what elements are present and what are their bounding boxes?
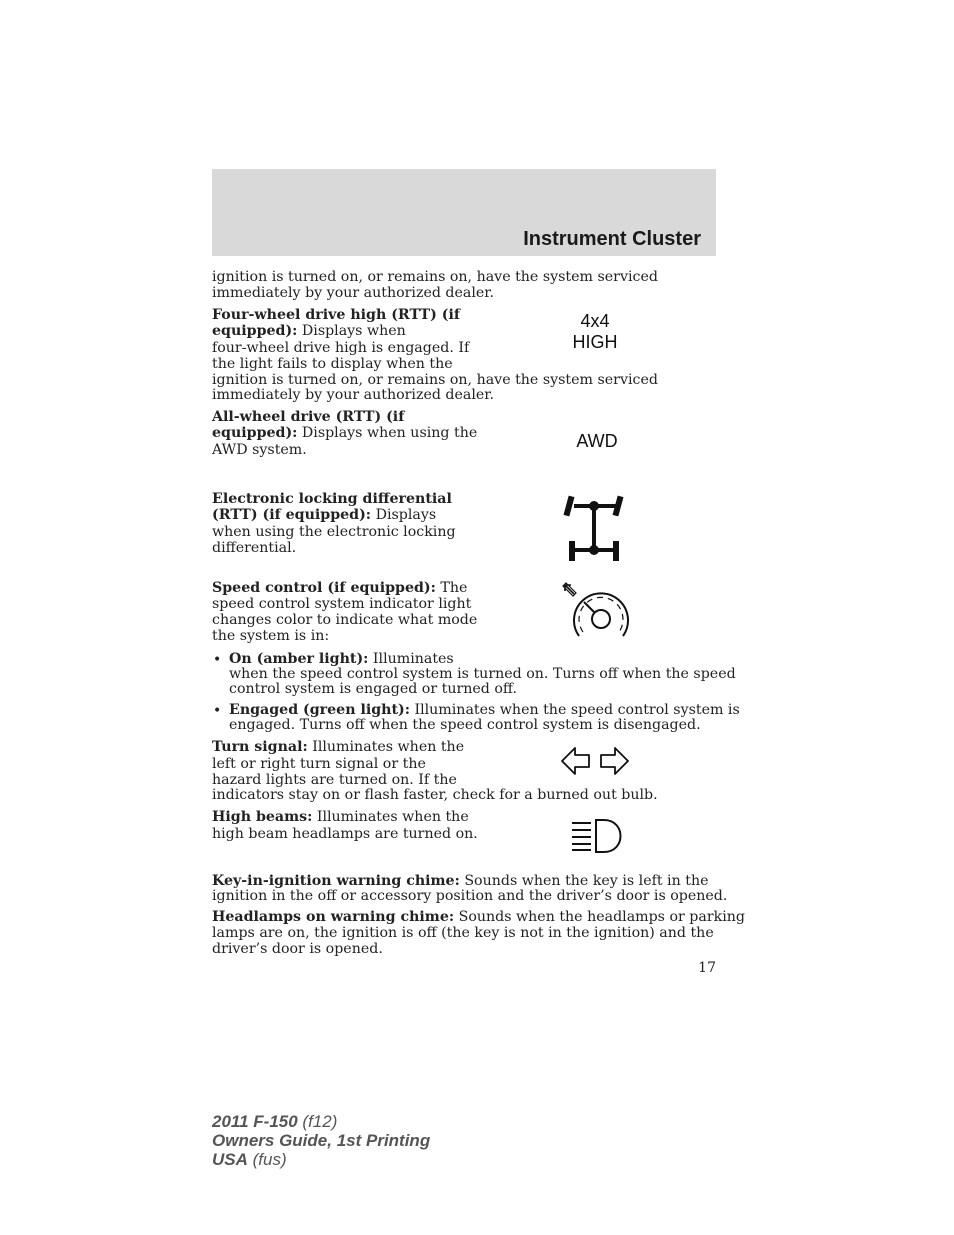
term-label: Turn signal: [212,739,308,755]
text-line: when the speed control system is turned on. Turns off when the speed [229,666,736,682]
text-span: Illuminates when the speed control system is [409,702,740,718]
text-line [212,739,464,755]
text-span: Displays when [297,323,406,339]
text-line: immediately by your authorized dealer. [212,285,495,301]
high-beam-icon [568,818,624,854]
icon-text-line: HIGH [572,332,618,352]
text-line: immediately by your authorized dealer. [212,387,495,403]
footer-market-code: (fus) [247,1150,287,1169]
text-line: when using the electronic locking [212,524,456,540]
4x4-high-icon [560,311,630,353]
text-line: changes color to indicate what mode [212,612,478,628]
footer-edition: Owners Guide, 1st Printing [212,1131,431,1150]
term-label: Key-in-ignition warning chime: [212,873,460,889]
text-span: Sounds when the key is left in the [459,873,709,889]
left-arrow-icon [562,748,589,774]
term-label: Speed control (if equipped): [212,580,436,596]
text-line [229,702,740,718]
text-span: Illuminates [368,651,454,667]
text-line: left or right turn signal or the [212,756,426,772]
footer-model: 2011 F-150 [212,1112,298,1131]
text-line [212,873,708,889]
text-line: differential. [212,540,297,556]
term-label: (RTT) (if equipped): [212,507,372,523]
text-line: AWD system. [212,442,307,458]
document-footer [212,1112,430,1169]
text-line: driver’s door is opened. [212,941,383,957]
text-line [212,323,406,339]
text-line: ignition is turned on, or remains on, have the system serviced [212,372,658,388]
footer-market: USA [212,1150,248,1169]
text-line: speed control system indicator light [212,596,472,612]
term-label: equipped): [212,323,298,339]
text-span: The [435,580,468,596]
text-line: lamps are on, the ignition is off (the key is not in the ignition) and the [212,925,714,941]
text-line: the light fails to display when the [212,356,453,372]
text-line: indicators stay on or flash faster, check for a burned out bulb. [212,787,658,803]
speed-control-icon [560,580,635,646]
text-line: four-wheel drive high is engaged. If [212,340,470,356]
text-line: engaged. Turns off when the speed control system is disengaged. [229,717,701,733]
text-line [212,909,745,925]
term-label: Engaged (green light): [229,702,410,718]
awd-icon: AWD [576,431,618,451]
footer-line [212,1131,430,1150]
term-label: Electronic locking differential [212,491,452,507]
text-line: ignition in the off or accessory position and the driver’s door is opened. [212,888,728,904]
text-line: hazard lights are turned on. If the [212,772,457,788]
right-arrow-icon [601,748,628,774]
text-line [212,425,477,441]
text-span: Displays [371,507,437,523]
text-line: ignition is turned on, or remains on, have the system serviced [212,269,658,285]
text-line [229,651,454,667]
footer-line [212,1112,430,1131]
turn-signal-arrows-icon [560,745,630,777]
text-span: Sounds when the headlamps or parking [454,909,745,925]
text-span: Illuminates when the [312,809,469,825]
text-line [212,580,467,596]
text-line [212,507,436,523]
term-label: equipped): [212,425,298,441]
page-number: 17 [698,960,716,976]
term-label: All-wheel drive (RTT) (if [212,409,405,425]
section-title: Instrument Cluster [523,228,701,250]
text-span: Illuminates when the [307,739,465,755]
term-label: High beams: [212,809,313,825]
text-line: high beam headlamps are turned on. [212,826,478,842]
bullet-glyph: • [213,703,222,719]
text-line: the system is in: [212,628,330,644]
footer-line [212,1150,430,1169]
text-line: control system is engaged or turned off. [229,681,518,697]
locking-differential-icon [560,492,630,564]
text-line [212,809,469,825]
term-label: Four-wheel drive high (RTT) (if [212,307,460,323]
section-header [212,169,716,256]
term-label: On (amber light): [229,651,369,667]
text-span: Displays when using the [297,425,478,441]
term-label: Headlamps on warning chime: [212,909,455,925]
bullet-glyph: • [213,652,222,668]
icon-text-line: 4x4 [580,311,610,331]
footer-code: (f12) [297,1112,338,1131]
